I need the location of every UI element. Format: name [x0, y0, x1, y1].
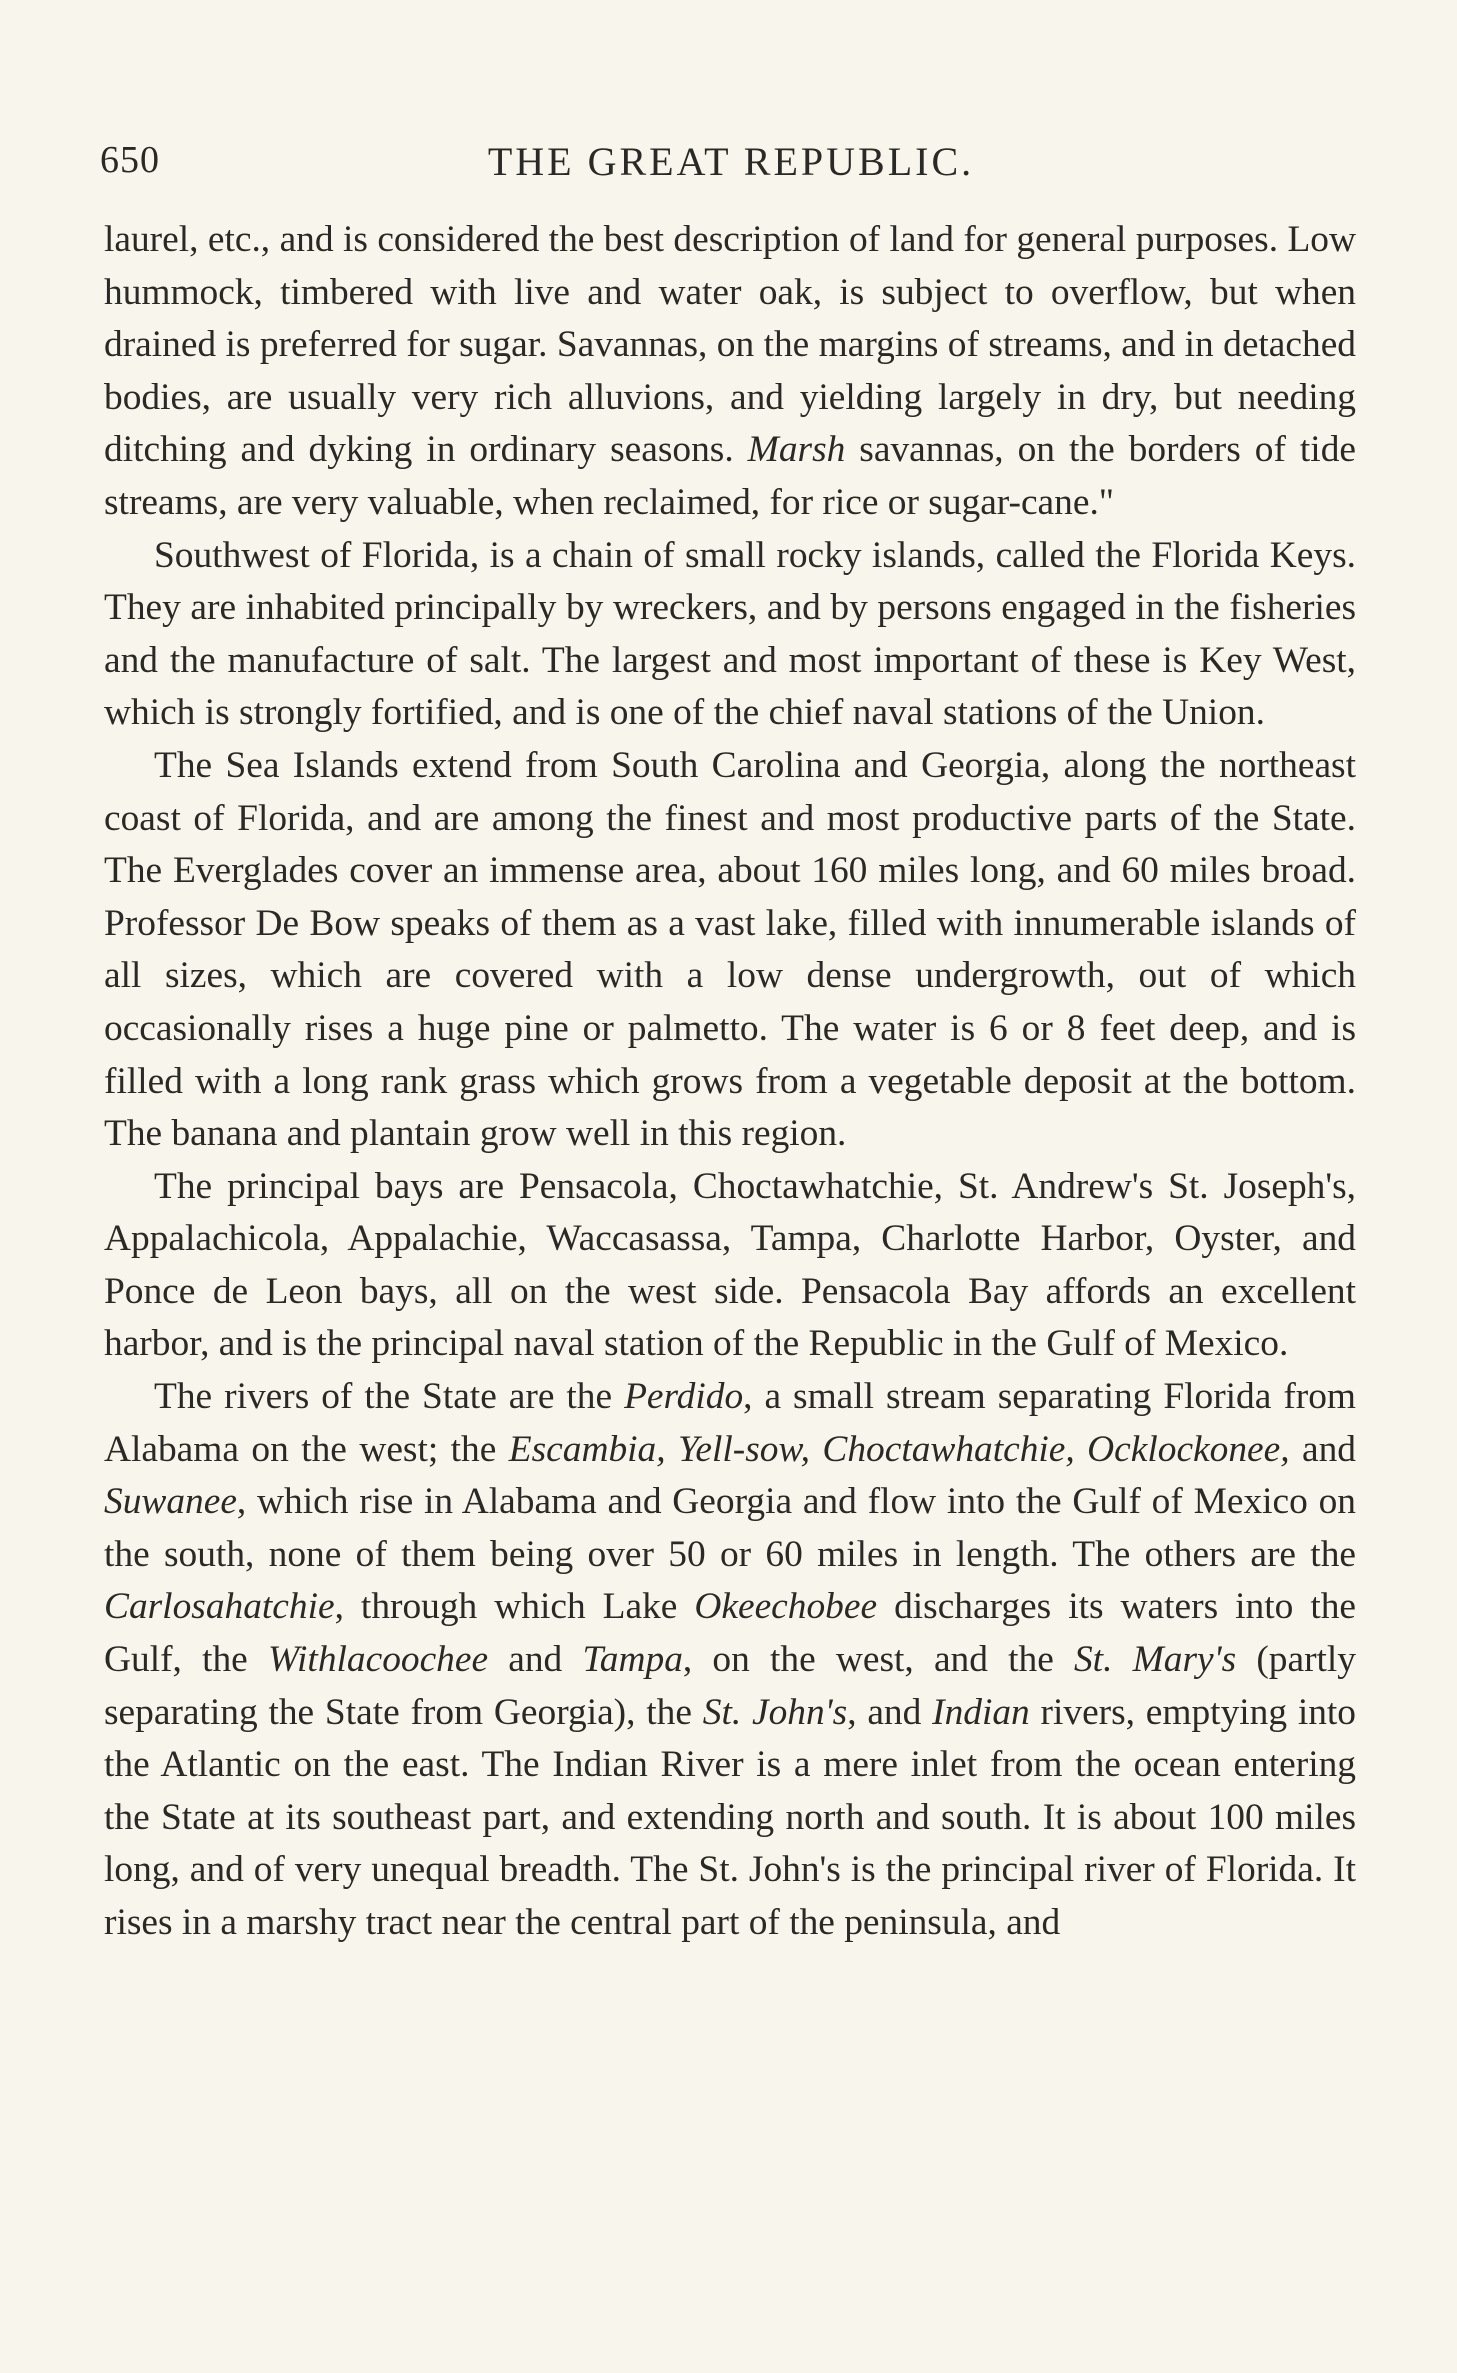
paragraph: [104, 740, 1356, 1161]
italic-term: Tampa: [582, 1639, 683, 1681]
text-run: , which rise in Alabama and Georgia and flow into the Gulf of Mexico on the south, none of them being over 50 or 60 miles in length. The others are the: [104, 1481, 1356, 1575]
italic-term: St. John's: [702, 1691, 848, 1733]
text-run: , on the west, and the: [682, 1639, 1074, 1681]
text-run: rivers, emptying into the Atlantic on the east. The Indian River is a mere inlet from the ocean entering the State at its southeast part, and extending north and south. It is about 100 miles long, and of very unequal breadth. The St. John's is the principal river of Florida. It rises in a marshy tract near the central part of the peninsula, and: [104, 1691, 1357, 1943]
running-title: THE GREAT REPUBLIC.: [487, 139, 975, 184]
italic-term: Withlacoochee: [267, 1639, 489, 1681]
italic-term: Okeechobee: [694, 1586, 878, 1628]
page-number: 650: [100, 139, 160, 181]
page-header: [100, 138, 1362, 198]
text-run: and: [488, 1639, 583, 1681]
italic-term: Carlosahatchie: [104, 1586, 335, 1628]
paragraph: [104, 1371, 1356, 1950]
text-run: The Sea Islands extend from South Carolina and Georgia, along the northeast coast of Florida, and are among the finest and most productive parts of the State. The Everglades cover an immense area, about 160 miles long, and 60 miles broad. Professor De Bow speaks of them as a vast lake, filled with innumerable islands of all sizes, which are covered with a low dense undergrowth, out of which occasionally rises a huge pine or palmetto. The water is 6 or 8 feet deep, and is filled with a long rank grass which grows from a vegetable deposit at the bottom. The banana and plantain grow well in this region.: [104, 744, 1356, 1155]
italic-term: Marsh: [747, 429, 846, 471]
paragraph: [104, 530, 1356, 740]
italic-term: Suwanee: [104, 1481, 237, 1523]
text-run: laurel, etc., and is considered the best description of land for general purposes. Low hummock, timbered with live and water oak, is subject to overflow, but when drained is preferred for sugar. Savannas, on the margins of streams, and in detached bodies, are usually very rich alluvions, and yielding largely in dry, but needing ditching and dyking in ordinary seasons.: [104, 219, 1356, 471]
body-text: [104, 214, 1356, 1950]
italic-term: Escambia, Yell-sow, Choctawhatchie, Ocklockonee,: [508, 1428, 1290, 1470]
text-run: Southwest of Florida, is a chain of small rocky islands, called the Florida Keys. They are inhabited principally by wreckers, and by persons engaged in the fisheries and the manufacture of salt. The largest and most important of these is Key West, which is strongly fortified, and is one of the chief naval stations of the Union.: [104, 534, 1356, 734]
italic-term: St. Mary's: [1073, 1639, 1237, 1681]
text-run: , and: [847, 1691, 933, 1733]
italic-term: Indian: [932, 1691, 1030, 1733]
paragraph: [104, 214, 1356, 530]
italic-term: Perdido: [624, 1376, 744, 1418]
text-run: The principal bays are Pensacola, Choctawhatchie, St. Andrew's St. Joseph's, Appalachicola, Appalachie, Waccasassa, Tampa, Charlotte Harbor, Oyster, and Ponce de Leon bays, all on the west side. Pensacola Bay affords an excellent harbor, and is the principal naval station of the Republic in the Gulf of Mexico.: [104, 1165, 1356, 1365]
text-run: savannas, on the borders of tide streams, are very valuable, when reclaimed, for rice or sugar-cane.": [104, 429, 1356, 523]
paragraph: [104, 1161, 1356, 1371]
text-run: , a small stream separating Florida from Alabama on the west; the: [104, 1376, 1357, 1470]
text-run: , through which Lake: [334, 1586, 695, 1628]
text-run: and: [1289, 1428, 1356, 1470]
text-run: discharges its waters into the Gulf, the: [104, 1586, 1356, 1681]
text-run: (partly separating the State from Georgia), the: [104, 1639, 1356, 1733]
text-run: The rivers of the State are the: [154, 1376, 625, 1418]
